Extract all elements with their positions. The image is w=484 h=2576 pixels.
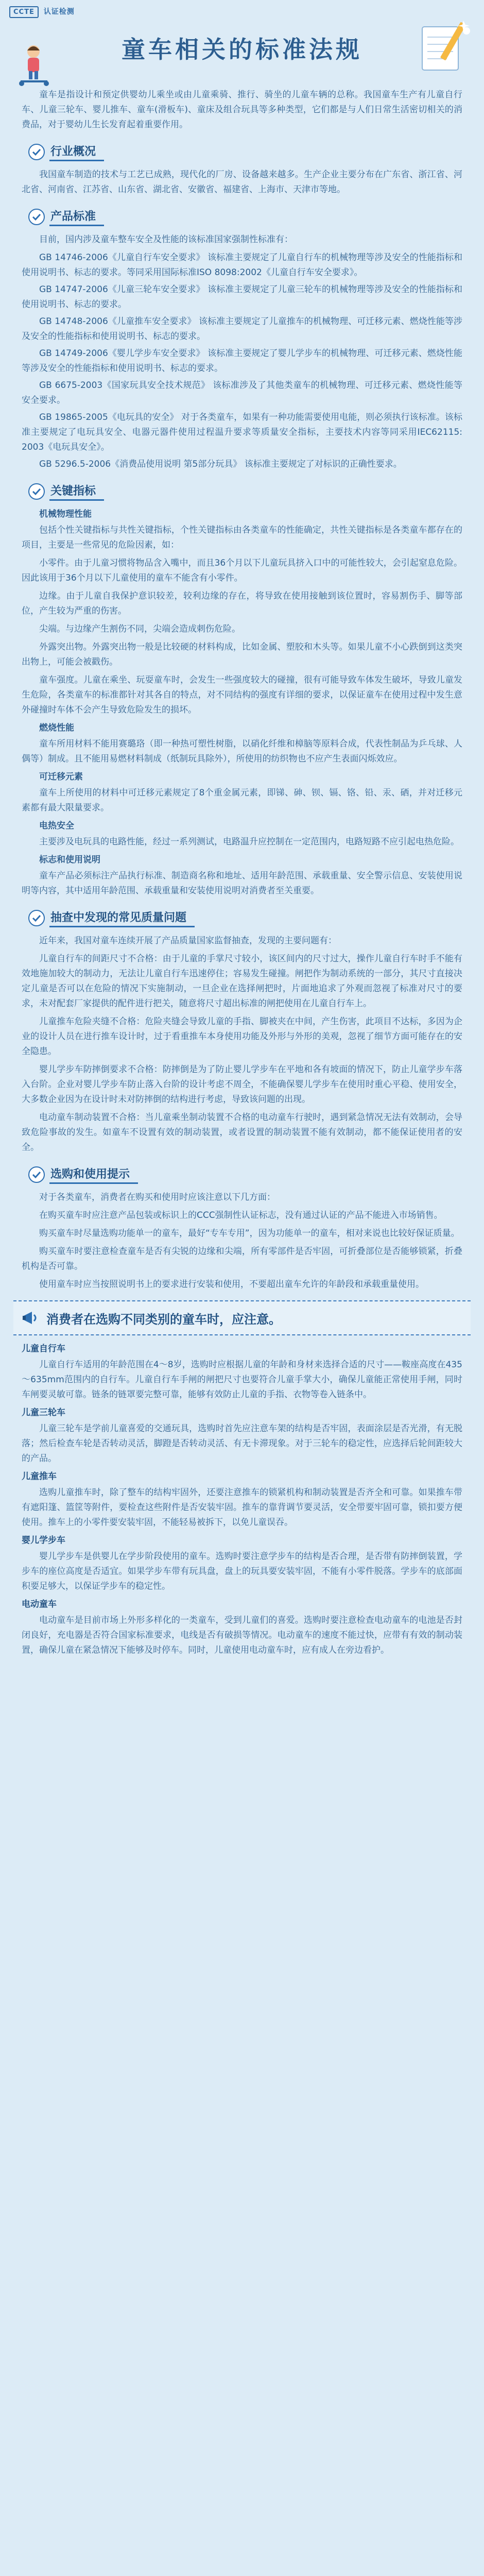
flammability: 童车所用材料不能用赛璐珞（即一种热可塑性树脂，以硝化纤维和樟脑等原料合成，代表性制品为乒乓球、人偶等）制成。且不能用易燃材料制成（纸制玩具除外），所使用的纺织物也不应产生表面闪烁效应。 bbox=[22, 739, 462, 764]
stability: 童车强度。儿童在乘坐、玩耍童车时，会发生一些强度较大的碰撞，很有可能导致车体发生破坏，导致儿童发生危险，各类童车的标准都针对其各自的特点，对不同结构的强度有详细的要求，以保证童车在使用过程中发生意外碰撞时车体不会产生导致危险发生的损坏。 bbox=[22, 675, 462, 715]
label: 童车产品必须标注产品执行标准、制造商名称和地址、适用年龄范围、承载重量、安全警示信息、安装使用说明等内容，其中适用年龄范围、承载重量和安装使用说明对消费者至关重要。 bbox=[22, 871, 462, 896]
tips-banner bbox=[13, 1300, 471, 1335]
brand-sub: 认证检测 bbox=[43, 8, 75, 16]
buying-item: 使用童车时应当按照说明书上的要求进行安装和使用，不要超出童车允许的年龄段和承载重量使用。 bbox=[39, 1279, 424, 1290]
check-icon bbox=[28, 208, 45, 226]
section-problems-title: 抽查中发现的常见质量问题 bbox=[49, 909, 195, 927]
category-name: 儿童三轮车 bbox=[22, 1408, 65, 1418]
standards-lead: 目前，国内涉及童车整车安全及性能的该标准国家强制性标准有： bbox=[39, 234, 293, 245]
category-text: 选购儿童推车时，除了整车的结构牢固外，还要注意推车的锁紧机构和制动装置是否齐全和可靠。如果推车带有遮阳篷、篮筐等附件，要检查这些附件是否安装牢固。推车的靠背调节要灵活，安全带要牢固可靠，锁扣要方便使用。推车上的小零件要安装牢固，不能轻易被拆下，以免儿童误吞。 bbox=[22, 1487, 462, 1528]
section-standards-head bbox=[28, 208, 462, 226]
buying-item: 购买童车时要注意检查童车是否有尖锐的边缘和尖端，所有零部件是否牢固，可折叠部位是否能够锁紧，折叠机构是否可靠。 bbox=[22, 1246, 462, 1272]
brand-mark: CCTE bbox=[9, 6, 39, 18]
check-icon bbox=[28, 143, 45, 161]
page-title: 童车相关的标准法规 bbox=[122, 36, 362, 63]
check-icon bbox=[28, 909, 45, 927]
mech-intro: 包括个性关键指标与共性关键指标，个性关键指标由各类童车的性能确定，共性关键指标是各类童车都存在的项目，主要是一些常见的危险因素，如： bbox=[22, 525, 462, 550]
electric: 主要涉及电玩具的电路性能，经过一系列测试，电路温升应控制在一定范围内，电路短路不应引起电热危险。 bbox=[39, 837, 459, 847]
content bbox=[0, 88, 484, 1658]
industry-text: 我国童车制造的技术与工艺已成熟，现代化的厂房、设备越来越多。生产企业主要分布在广东省、浙江省、河北省、河南省、江苏省、山东省、湖北省、安徽省、福建省、上海市、天津市等地。 bbox=[22, 170, 462, 195]
section-industry-head bbox=[28, 143, 462, 161]
standard-item: GB 6675-2003《国家玩具安全技术规范》 该标准涉及了其他类童车的机械物理、可迁移元素、燃烧性能等安全要求。 bbox=[22, 380, 462, 405]
buying-item: 对于各类童车，消费者在购买和使用时应该注意以下几方面： bbox=[39, 1192, 275, 1202]
intro-text: 童车是指设计和预定供婴幼儿乘坐或由儿童乘骑、推行、骑坐的儿童车辆的总称。我国童车生产有儿童自行车、儿童三轮车、婴儿推车、童车(滑板车)、童床及组合玩具等多种类型，它们都是与人们日常生活密切相关的消费品，对于婴幼儿生长发育起着重要作用。 bbox=[22, 90, 462, 130]
points: 尖端。与边缘产生割伤不同，尖端会造成刺伤危险。 bbox=[39, 624, 240, 634]
section-indicators-title: 关键指标 bbox=[49, 482, 104, 501]
standard-item: GB 14746-2006《儿童自行车安全要求》 该标准主要规定了儿童自行车的机械物理等涉及安全的性能指标和使用说明书、标志的要求。等同采用国际标准ISO 8098:2002《儿童自行车安全要求》。 bbox=[22, 252, 462, 278]
label-title: 标志和使用说明 bbox=[39, 855, 100, 865]
tips-title: 消费者在选购不同类别的童车时，应注意。 bbox=[46, 1312, 281, 1327]
migration-title: 可迁移元素 bbox=[39, 772, 83, 782]
problem-item: 婴儿学步车防摔倒要求不合格：防摔倒是为了防止婴儿学步车在平地和各有坡面的情况下，防止儿童学步车落入台阶。企业对婴儿学步车防止落入台阶的设计考虑不周全，不能确保婴儿学步车在使用时重心平稳、使用安全，大多数企业因为在设计时未对防摔倒的结构进行考虑，导致该问题的出现。 bbox=[22, 1064, 462, 1105]
section-industry-title: 行业概况 bbox=[49, 143, 104, 161]
section-indicators-head bbox=[28, 482, 462, 501]
category-text: 婴儿学步车是供婴儿在学步阶段使用的童车。选购时要注意学步车的结构是否合理，是否带有防摔倒装置，学步车的座位高度是否适宜。如果学步车带有玩具盘，盘上的玩具要安装牢固，不能有小零件脱落。学步车的底部面积要足够大，以保证学步车的稳定性。 bbox=[22, 1551, 462, 1591]
small-parts: 小零件。由于儿童习惯将物品含入嘴中，而且36个月以下儿童玩具挤入口中的可能性较大，会引起窒息危险。因此该用于36个月以下儿童使用的童车不能含有小零件。 bbox=[22, 558, 462, 583]
category-text: 儿童自行车适用的年龄范围在4～8岁，选购时应根据儿童的年龄和身材来选择合适的尺寸——鞍座高度在435～635mm范围内的自行车。儿童自行车手闸的闸把尺寸也要符合儿童手掌大小，确保儿童能正常使用手闸，同时车闸要灵敏可靠。链条的链罩要完整可靠，能够有效防止儿童的手指、衣物等卷入链条中。 bbox=[22, 1360, 462, 1400]
problem-item: 儿童推车危险夹缝不合格：危险夹缝会导致儿童的手指、脚被夹在中间，产生伤害，此项目不达标，多因为企业的设计人员在进行推车设计时，过于看重推车本身使用功能及外形与外形的美观，忽视了细节方面可能存在的安全隐患。 bbox=[22, 1016, 462, 1057]
megaphone-icon bbox=[21, 1308, 41, 1328]
brand-logo bbox=[9, 6, 75, 18]
flammability-title: 燃烧性能 bbox=[39, 723, 74, 733]
problem-item: 电动童车制动装置不合格：当儿童乘坐制动装置不合格的电动童车行驶时，遇到紧急情况无法有效制动，会导致危险事故的发生。如童车不设置有效的制动装置，或者设置的制动装置不能有效制动，都不能保证使用者的安全。 bbox=[22, 1112, 462, 1153]
electric-title: 电热安全 bbox=[39, 821, 74, 831]
category-name: 婴儿学步车 bbox=[22, 1535, 65, 1546]
notebook-pencil-illustration bbox=[413, 15, 475, 77]
category-text: 儿童三轮车是学前儿童喜爱的交通玩具，选购时首先应注意车架的结构是否牢固，表面涂层是否光滑，有无脱落；然后检查车轮是否转动灵活，脚蹬是否转动灵活、有无卡滞现象。对于三轮车的稳定性，应选择后轮间距较大的产品。 bbox=[22, 1423, 462, 1464]
migration: 童车上所使用的材料中可迁移元素规定了8个重金属元素，即锑、砷、钡、镉、铬、铅、汞、硒，并对迁移元素都有最大限量要求。 bbox=[22, 788, 462, 813]
category-name: 儿童自行车 bbox=[22, 1344, 65, 1354]
section-buying-title: 选购和使用提示 bbox=[49, 1165, 138, 1184]
edges: 边缘。由于儿童自我保护意识较差，较利边缘的存在，将导致在使用接触到该位置时，容易割伤手、脚等部位，产生较为严重的伤害。 bbox=[22, 591, 462, 616]
category-name: 儿童推车 bbox=[22, 1471, 57, 1482]
header bbox=[0, 0, 484, 88]
standard-item: GB 19865-2005《电玩具的安全》 对于各类童车，如果有一种功能需要使用电能，则必须执行该标准。该标准主要规定了电玩具安全、电器元器件使用过程温升要求等质量安全指标，主要技术内容等同采用IEC62115: 2003《电玩具安全》。 bbox=[22, 412, 462, 452]
standard-item: GB 14747-2006《儿童三轮车安全要求》 该标准主要规定了儿童三轮车的机械物理等涉及安全的性能指标和使用说明书、标志的要求。 bbox=[22, 284, 462, 310]
section-problems-head bbox=[28, 909, 462, 927]
problem-item: 儿童自行车的间距尺寸不合格：由于儿童的手掌尺寸较小，该区间内的尺寸过大，操作儿童自行车时手不能有效地施加较大的制动力，无法让儿童自行车迅速停住；容易发生碰撞。闸把作为制动系统的一部分，其尺寸直接决定儿童是否可以在危险的情况下实施制动，一旦企业在选择闸把时，片面地追求了外观而忽视了标准对尺寸的要求，未对配套厂家提供的配件进行把关，随意将尺寸超出标准的闸把使用在儿童自行车上。 bbox=[22, 954, 462, 1009]
buying-item: 在购买童车时应注意产品包装或标识上的CCC强制性认证标志，没有通过认证的产品不能进入市场销售。 bbox=[39, 1210, 443, 1221]
protrusions: 外露突出物。外露突出物一般是比较硬的材料构成，比如金属、塑胶和木头等。如果儿童不小心跌倒到这类突出物上，可能会被戳伤。 bbox=[22, 642, 462, 667]
problems-intro: 近年来，我国对童车连续开展了产品质量国家监督抽查，发现的主要问题有： bbox=[39, 936, 337, 946]
section-standards-title: 产品标准 bbox=[49, 208, 104, 226]
standard-item: GB 14749-2006《婴儿学步车安全要求》 该标准主要规定了婴儿学步车的机械物理、可迁移元素、燃烧性能等涉及安全的性能指标和使用说明书、标志的要求。 bbox=[22, 348, 462, 374]
mech-title: 机械物理性能 bbox=[39, 509, 92, 519]
standard-item: GB 14748-2006《儿童推车安全要求》 该标准主要规定了儿童推车的机械物理、可迁移元素、燃烧性能等涉及安全的性能指标和使用说明书、标志的要求。 bbox=[22, 316, 462, 342]
section-buying-head bbox=[28, 1165, 462, 1184]
check-icon bbox=[28, 1166, 45, 1183]
buying-item: 购买童车时尽量选购功能单一的童车，最好“专车专用”，因为功能单一的童车，相对来说也比较好保证质量。 bbox=[39, 1228, 460, 1239]
check-icon bbox=[28, 483, 45, 500]
category-text: 电动童车是目前市场上外形多样化的一类童车，受到儿童们的喜爱。选购时要注意检查电动童车的电池是否封闭良好，充电器是否符合国家标准要求，电线是否有破损等情况。电动童车的速度不能过快，应带有有效的制动装置，确保儿童在紧急情况下能够及时停车。同时，儿童使用电动童车时，应有成人在旁边看护。 bbox=[22, 1615, 462, 1655]
category-name: 电动童车 bbox=[22, 1599, 57, 1609]
standard-item: GB 5296.5-2006《消费品使用说明 第5部分玩具》 该标准主要规定了对标识的正确性要求。 bbox=[39, 459, 402, 469]
